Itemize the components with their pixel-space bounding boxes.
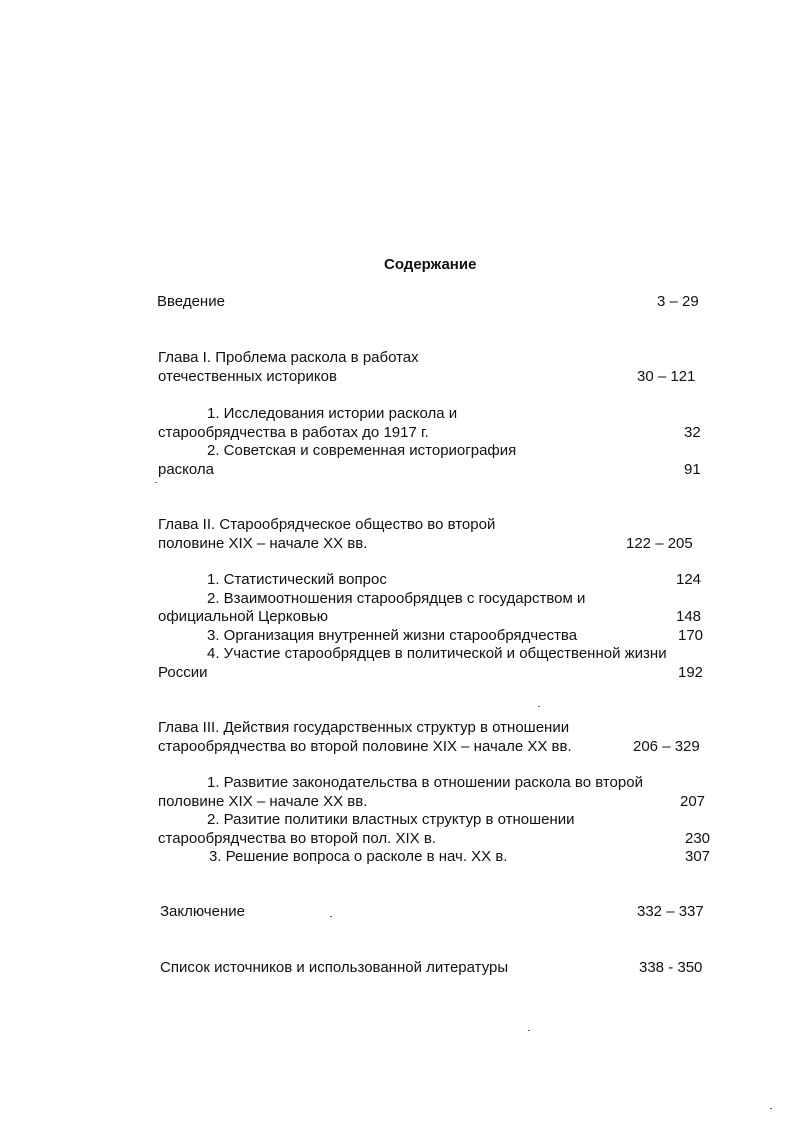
chapter3-section3-pages: 307 [685, 848, 711, 865]
chapter3-section2-pages: 230 [685, 830, 711, 847]
chapter1-section1-line2: старообрядчества в работах до 1917 г. [158, 424, 429, 441]
sources-label: Список источников и использованной литературы [160, 959, 509, 976]
chapter1-section1-pages: 32 [684, 424, 701, 441]
chapter3-pages: 206 – 329 [633, 738, 700, 755]
chapter2-section2-line2: официальной Церковью [158, 608, 329, 625]
chapter2-section4-pages: 192 [678, 664, 704, 681]
scan-speck [330, 916, 332, 917]
chapter2-section2-pages: 148 [676, 608, 702, 625]
chapter3-title-line1: Глава III. Действия государственных структур в отношении [158, 719, 570, 736]
chapter2-title-line1: Глава II. Старообрядческое общество во второй [158, 516, 496, 533]
chapter3-section1-pages: 207 [680, 793, 706, 810]
chapter1-pages: 30 – 121 [637, 368, 696, 385]
sources-pages: 338 - 350 [639, 959, 703, 976]
intro-pages: 3 – 29 [657, 293, 699, 310]
toc-title: Содержание [384, 256, 477, 273]
chapter2-section4-line2: России [158, 664, 208, 681]
chapter3-section1-line1: 1. Развитие законодательства в отношении раскола во второй [207, 774, 643, 791]
chapter1-section1-line1: 1. Исследования истории раскола и [207, 405, 458, 422]
chapter2-section3: 3. Организация внутренней жизни старообрядчества [207, 627, 578, 644]
chapter1-title-line1: Глава I. Проблема раскола в работах [158, 349, 419, 366]
chapter3-section2-line2: старообрядчества во второй пол. XIX в. [158, 830, 436, 847]
chapter1-section2-line2: раскола [158, 461, 215, 478]
chapter2-section2-line1: 2. Взаимоотношения старообрядцев с государством и [207, 590, 586, 607]
scan-speck [155, 482, 157, 483]
chapter2-pages: 122 – 205 [626, 535, 693, 552]
chapter3-section2-line1: 2. Разитие политики властных структур в отношении [207, 811, 575, 828]
scan-speck [770, 1108, 772, 1109]
chapter3-title-line2: старообрядчества во второй половине XIX – начале XX вв. [158, 738, 572, 755]
scan-speck [538, 706, 540, 707]
chapter2-section3-pages: 170 [678, 627, 704, 644]
chapter1-title-line2: отечественных историков [158, 368, 337, 385]
chapter2-section4-line1: 4. Участие старообрядцев в политической и общественной жизни [207, 645, 667, 662]
chapter2-section1: 1. Статистический вопрос [207, 571, 387, 588]
scan-speck [528, 1030, 530, 1031]
chapter3-section3: 3. Решение вопроса о расколе в нач. XX в. [209, 848, 508, 865]
chapter2-section1-pages: 124 [676, 571, 702, 588]
chapter3-section1-line2: половине XIX – начале XX вв. [158, 793, 368, 810]
chapter1-section2-pages: 91 [684, 461, 701, 478]
conclusion-pages: 332 – 337 [637, 903, 704, 920]
conclusion-label: Заключение [160, 903, 245, 920]
intro-label: Введение [157, 293, 225, 310]
chapter2-title-line2: половине XIX – начале XX вв. [158, 535, 368, 552]
chapter1-section2-line1: 2. Советская и современная историография [207, 442, 517, 459]
